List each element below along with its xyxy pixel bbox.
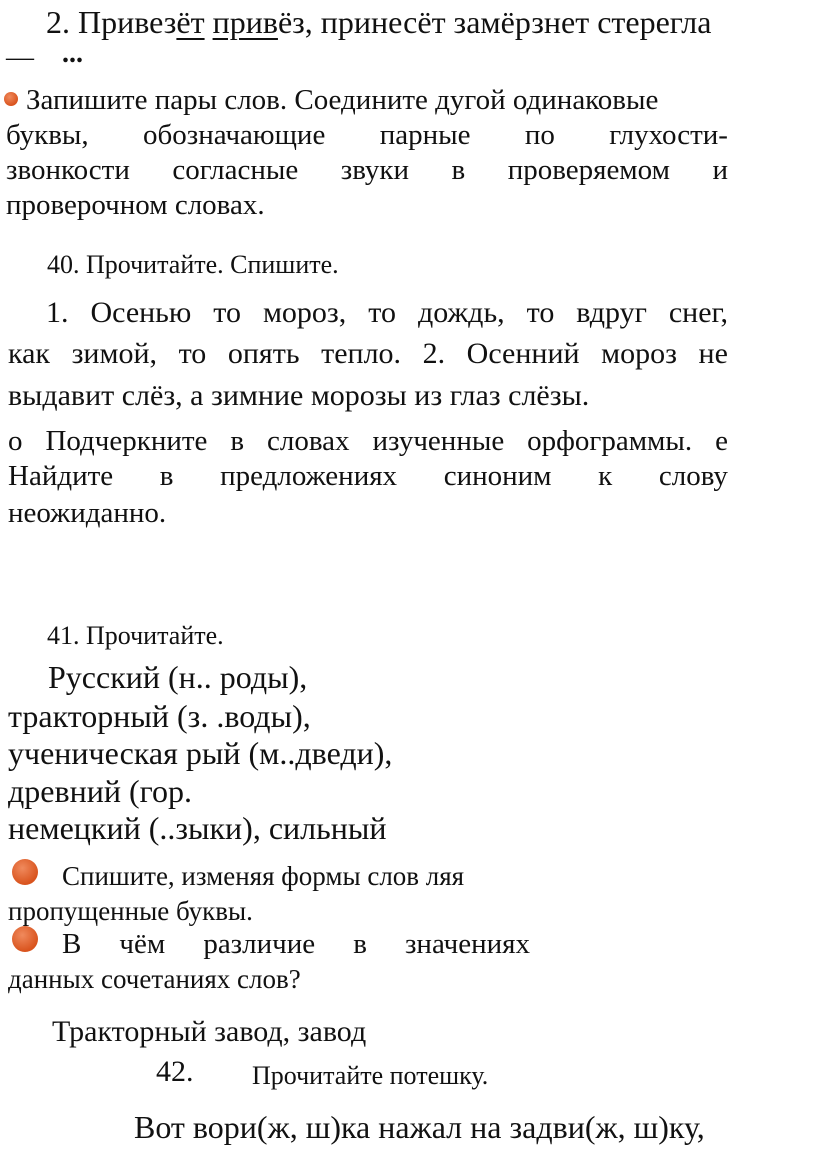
item2-word2-underlined: прив [212, 4, 278, 40]
task-pairs-line4: проверочном словах. [6, 189, 265, 221]
ex40-heading: 40. Прочитайте. Спишите. [47, 250, 339, 279]
ex40-line3: выдавит слёз, а зимние морозы из глаз слёзы. [8, 379, 590, 412]
task-pairs-line2: буквы, обозначающие парные по глухости- [6, 119, 728, 151]
ex41-heading: 41. Прочитайте. [47, 621, 224, 650]
task-pairs-line3: звонкости согласные звуки в проверяемом и [6, 154, 728, 186]
item2-word1-underlined: ёт [176, 4, 205, 40]
ex41-example: Тракторный завод, завод [52, 1015, 367, 1048]
item2-rest: принесёт замёрзнет стерегла [320, 4, 712, 40]
item2-line [46, 6, 711, 38]
ex40-task-line1: о Подчеркните в словах изученные орфограммы. е [8, 425, 728, 457]
ex42-heading: Прочитайте потешку. [252, 1061, 489, 1090]
ex41-line5: немецкий (..зыки), сильный [8, 810, 387, 846]
bullet-icon [12, 859, 38, 885]
item2-word1-start: Привез [78, 4, 177, 40]
ex41-task2-line2: данных сочетаниях слов? [8, 964, 301, 994]
ex41-task2-line1: В чём различие в значениях [62, 928, 530, 960]
ex40-line2: как зимой, то опять тепло. 2. Осенний мороз не [8, 337, 728, 370]
ex42-number: 42. [156, 1055, 194, 1088]
item2-word2-end: ёз, [277, 4, 313, 40]
ex42-line1: Вот вори(ж, ш)ка нажал на задви(ж, ш)ку, [134, 1109, 705, 1145]
ex41-task1-line2: пропущенные буквы. [8, 896, 253, 926]
ex41-line3: ученическая рый (м..дведи), [8, 735, 393, 771]
ex41-line1: Русский (н.. роды), [48, 659, 308, 695]
task-pairs-line1: Запишите пары слов. Соедините дугой одинаковые [26, 84, 659, 116]
item2-ellipsis: ... [62, 38, 83, 69]
bullet-icon [12, 926, 38, 952]
ex41-task1-line1: Спишите, изменяя формы слов ляя [62, 861, 465, 891]
item2-dash: — [6, 42, 34, 73]
item2-number: 2. [46, 4, 70, 40]
ex41-line4: древний (гор. [8, 773, 192, 809]
ex40-line1: 1. Осенью то мороз, то дождь, то вдруг снег, [46, 296, 728, 329]
ex40-task-line3: неожиданно. [8, 497, 167, 529]
bullet-icon [4, 92, 18, 106]
ex40-task-line2: Найдите в предложениях синоним к слову [8, 460, 728, 492]
ex41-line2: тракторный (з. .воды), [8, 698, 311, 734]
